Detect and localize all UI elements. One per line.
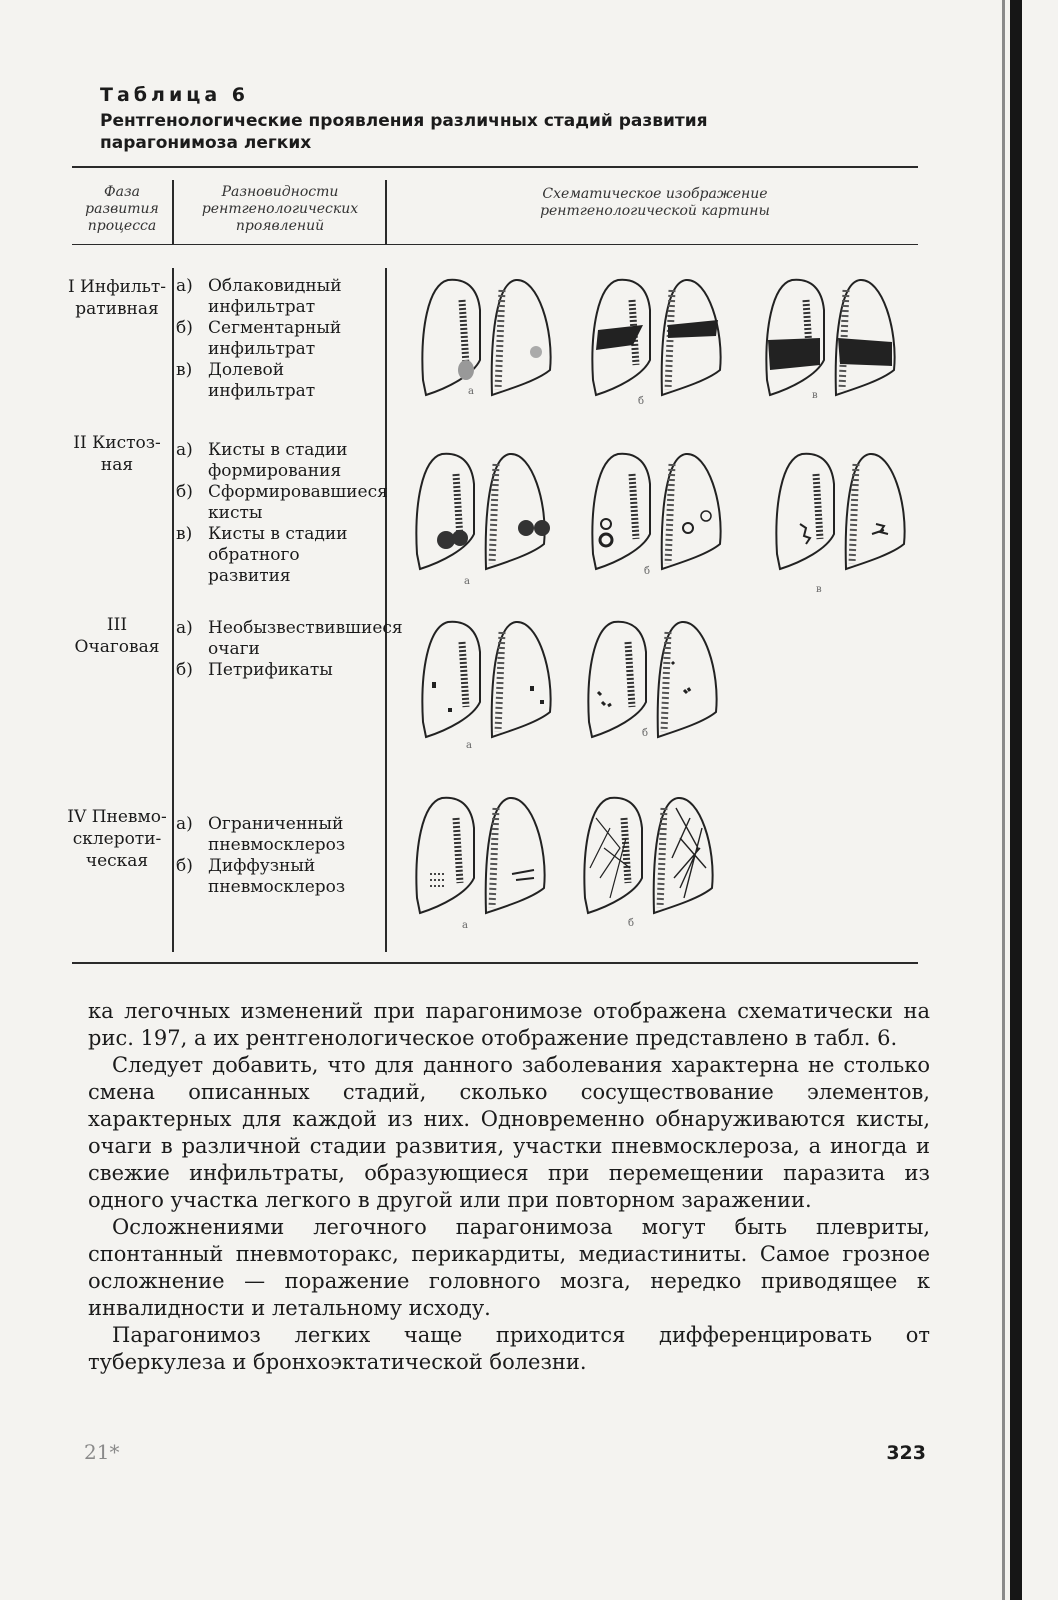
phase-4: IV Пневмо-склероти-ческая [67, 807, 167, 871]
lung-figure-3b [588, 622, 716, 737]
variant-text: Сегментарный инфильтрат [208, 318, 342, 359]
variant-item [176, 856, 386, 898]
variant-text: Диффузный пневмосклероз [208, 856, 346, 897]
lung-figure-4b [584, 798, 712, 913]
body-paragraph-4: Парагонимоз легких чаще приходится дифференцировать от туберкулеза и бронхоэктатической болезни. [88, 1323, 930, 1374]
fig-label: б [628, 918, 635, 929]
body-paragraph-2: Следует добавить, что для данного заболевания характерна не столько смена описанных стадий, сколько сосуществование элементов, характерных для каждой из них. Одновременно обнаруживаются кисты, очаги в различной стадии развития, участки пневмосклероза, а иногда и свежие инфильтраты, образующиеся при перемещении паразита из одного участка легкого в другой или при повторном заражении. [88, 1053, 930, 1212]
table-top-rule [72, 166, 918, 168]
variant-text: Петрификаты [208, 660, 333, 680]
variant-key: б) [176, 318, 193, 338]
variant-item [176, 814, 386, 856]
signature-mark: 21* [84, 1440, 120, 1464]
variant-text: Необызвествившиеся очаги [208, 618, 403, 659]
variant-key: а) [176, 814, 193, 834]
column-divider-1 [172, 268, 174, 952]
variants-4 [176, 814, 386, 898]
fig-label: б [642, 728, 649, 739]
variant-key: а) [176, 618, 193, 638]
lung-figure-4a [416, 798, 544, 913]
variant-item [176, 440, 386, 482]
variant-text: Облаковидный инфильтрат [208, 276, 342, 317]
lung-figure-3a [422, 622, 550, 737]
lung-schematics-svg [392, 256, 912, 956]
phase-1: I Инфильт-ративная [67, 277, 167, 319]
variant-key: б) [176, 856, 193, 876]
page-gutter-shadow [1002, 0, 1005, 1600]
header-phase: Фаза развития процесса [85, 184, 159, 234]
variant-text: Кисты в стадии обратного развития [208, 524, 348, 586]
header-rule [72, 244, 918, 245]
table-label: Таблица 6 [100, 84, 250, 106]
lung-figure-1a [422, 280, 550, 395]
table-caption [100, 84, 920, 154]
page-number: 323 [886, 1442, 926, 1464]
body-paragraph-3: Осложнениями легочного парагонимоза могут быть плевриты, спонтанный пневмоторакс, перикардиты, медиастиниты. Самое грозное осложнение — поражение головного мозга, нередко приводящее к инвалидности и летальному исходу. [88, 1215, 930, 1320]
fig-label: а [464, 576, 470, 587]
header-divider-1 [172, 180, 174, 244]
variant-key: а) [176, 276, 193, 296]
schematic-figures [392, 256, 912, 956]
variant-key: б) [176, 482, 193, 502]
variant-item [176, 360, 386, 402]
variant-text: Ограниченный пневмосклероз [208, 814, 346, 855]
body-paragraph-1: ка легочных изменений при парагонимозе отображена схематически на рис. 197, а их рентгенологическое отображение представлено в табл. 6. [88, 999, 930, 1050]
variant-key: в) [176, 524, 193, 544]
variant-key: в) [176, 360, 193, 380]
variant-text: Долевой инфильтрат [208, 360, 316, 401]
variant-key: б) [176, 660, 193, 680]
variant-key: а) [176, 440, 193, 460]
fig-label: а [462, 920, 468, 931]
phase-3: III Очаговая [74, 615, 160, 657]
header-scheme: Схематическое изображение рентгенологической картины [540, 186, 770, 219]
fig-label: б [638, 396, 645, 407]
phase-2: II Кистоз-ная [73, 433, 161, 475]
lung-figure-2b [592, 454, 720, 569]
lung-figure-2a [416, 454, 550, 569]
variants-2 [176, 440, 386, 587]
fig-label: а [468, 386, 474, 397]
variants-1 [176, 276, 386, 402]
variant-text: Сформировавшиеся кисты [208, 482, 388, 523]
table-bottom-rule [72, 962, 918, 964]
lung-figure-2c [776, 454, 904, 569]
fig-label: б [644, 566, 651, 577]
lung-figure-1c [766, 280, 894, 395]
variant-item [176, 618, 403, 660]
lung-figure-1b [592, 280, 720, 395]
body-text [88, 998, 930, 1376]
variant-text: Кисты в стадии формирования [208, 440, 348, 481]
variant-item [176, 482, 386, 524]
fig-label: а [466, 740, 472, 751]
table-title: Рентгенологические проявления различных стадий развития парагонимоза легких [100, 111, 708, 153]
header-divider-2 [385, 180, 387, 244]
variant-item [176, 524, 386, 587]
variant-item [176, 276, 386, 318]
fig-label: в [812, 390, 818, 401]
header-variants: Разновидности рентгенологических проявлений [201, 184, 359, 234]
page-edge [1010, 0, 1022, 1600]
variant-item [176, 660, 386, 681]
fig-label: в [816, 584, 822, 595]
variant-item [176, 318, 386, 360]
variants-3 [176, 618, 403, 681]
